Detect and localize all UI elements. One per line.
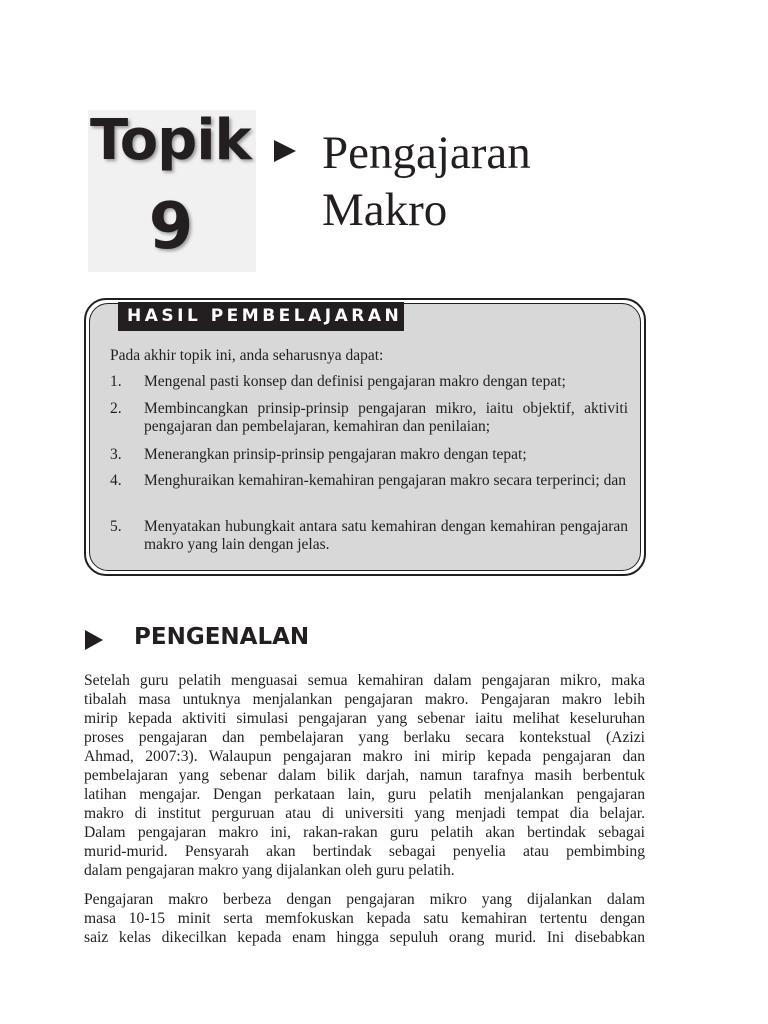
text-line: makro di institut perguruan atau di universiti yang menjadi tempat dia belajar. <box>84 805 645 822</box>
topic-word: Topik <box>90 108 251 173</box>
item-number: 2. <box>110 400 122 417</box>
text-line: proses pengajaran dan pembelajaran yang berlaku secara kontekstual (Azizi <box>84 729 645 746</box>
text-line: dalam pengajaran makro yang dijalankan oleh guru pelatih. <box>84 862 455 879</box>
learning-outcomes-label: HASIL PEMBELAJARAN <box>118 302 404 331</box>
text-line: murid-murid. Pensyarah akan bertindak sebagai penyelia atau pembimbing <box>84 843 645 860</box>
paragraph-1 <box>84 671 645 880</box>
learning-outcomes-intro: Pada akhir topik ini, anda seharusnya dapat: <box>110 347 384 364</box>
item-number: 5. <box>110 518 122 535</box>
item-text: Menghuraikan kemahiran-kemahiran pengajaran makro secara terperinci; dan <box>144 472 626 489</box>
title-arrow-icon <box>274 140 296 162</box>
learning-outcome-item <box>110 518 628 554</box>
item-text: Membincangkan prinsip-prinsip pengajaran mikro, iaitu objektif, aktiviti pengajaran dan pembelajaran, kemahiran dan penilaian; <box>144 400 628 435</box>
text-line: latihan mengajar. Dengan perkataan lain, guru pelatih menjalankan pengajaran <box>84 786 645 803</box>
item-number: 4. <box>110 472 122 489</box>
learning-outcome-item <box>110 446 628 464</box>
section-heading: PENGENALAN <box>134 624 310 650</box>
text-line: saiz kelas dikecilkan kepada enam hingga sepuluh orang murid. Ini disebabkan <box>84 929 645 946</box>
text-line: masa 10-15 minit serta memfokuskan kepada satu kemahiran tertentu dengan <box>84 910 645 927</box>
topic-number: 9 <box>148 190 194 264</box>
text-line: tibalah masa untuknya menjalankan pengajaran makro. Pengajaran makro lebih <box>84 691 645 708</box>
item-number: 3. <box>110 446 122 463</box>
learning-outcome-item <box>110 400 628 436</box>
item-text: Menerangkan prinsip-prinsip pengajaran makro dengan tepat; <box>144 446 527 463</box>
paragraph-2 <box>84 890 645 947</box>
text-line: mirip kepada aktiviti simulasi pengajaran yang sebenar iaitu melihat keseluruhan <box>84 710 645 727</box>
learning-outcome-item <box>110 472 628 490</box>
learning-outcome-item <box>110 373 628 391</box>
item-text: Mengenal pasti konsep dan definisi pengajaran makro dengan tepat; <box>144 373 566 390</box>
text-line: Dalam pengajaran makro ini, rakan-rakan guru pelatih akan bertindak sebagai <box>84 824 645 841</box>
chapter-title-line-1: Pengajaran <box>322 127 531 179</box>
text-line: Ahmad, 2007:3). Walaupun pengajaran makro ini mirip kepada pengajaran dan <box>84 748 645 765</box>
item-number: 1. <box>110 373 122 390</box>
text-line: Setelah guru pelatih menguasai semua kemahiran dalam pengajaran mikro, maka <box>84 672 645 689</box>
item-text: Menyatakan hubungkait antara satu kemahiran dengan kemahiran pengajaran makro yang lain dengan jelas. <box>144 518 628 553</box>
text-line: Pengajaran makro berbeza dengan pengajaran mikro yang dijalankan dalam <box>84 891 645 908</box>
chapter-title-line-2: Makro <box>322 184 448 236</box>
text-line: pembelajaran yang sebenar dalam bilik darjah, namun tarafnya masih berbentuk <box>84 767 645 784</box>
section-arrow-icon <box>85 630 103 650</box>
